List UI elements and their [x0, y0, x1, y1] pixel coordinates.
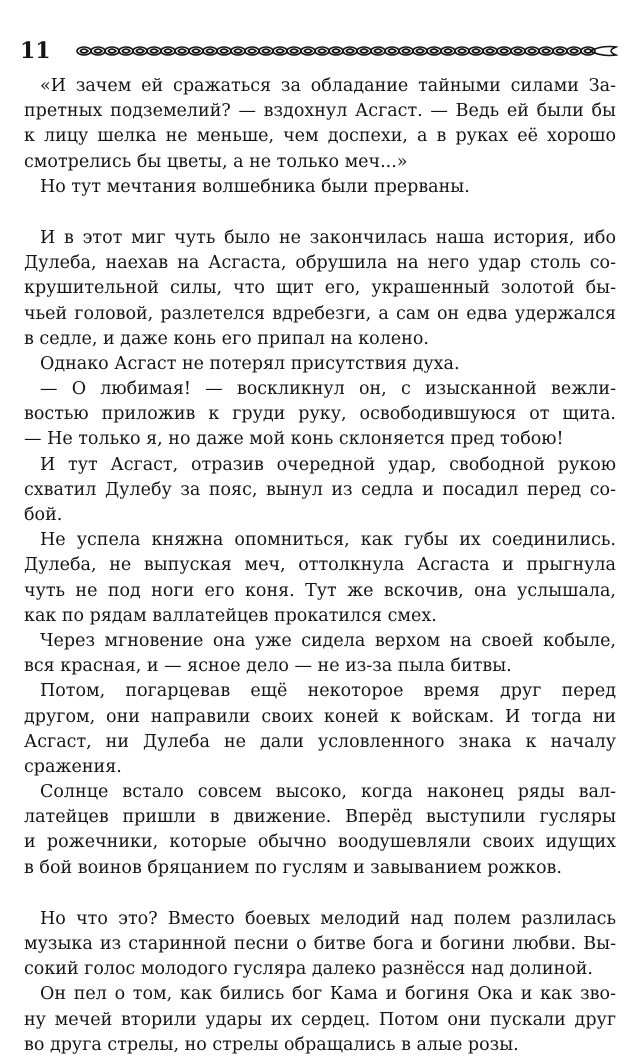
paragraph — [24, 907, 616, 983]
text-line: И в этот миг чуть было не закончилась наша история, ибо — [40, 227, 616, 248]
text-line: музыка из старинной песни о битве бога и богини любви. Вы- — [24, 934, 616, 954]
text-line: Однако Асгаст не потерял присутствия духа. — [40, 353, 460, 374]
section-break — [24, 200, 616, 226]
text-line: бой. — [24, 505, 63, 525]
text-line: во друга стрелы, но стрелы обращались в алые розы. — [24, 1034, 519, 1055]
text-line: И тут Асгаст, отразив очередной удар, свободной рукою — [40, 454, 616, 475]
text-line: и рожечники, которые обычно воодушевляли своих идущих — [24, 832, 616, 853]
paragraph — [24, 175, 616, 200]
body-text — [24, 74, 616, 1058]
text-line: Не успела княжна опомниться, как губы их соединились. — [40, 530, 616, 551]
text-line: сокий голос молодого гусляра далеко разнёсся над долиной. — [24, 959, 593, 980]
text-line: в бой воинов бряцанием по гуслям и завыванием рожков. — [24, 857, 562, 878]
text-line: чьей головой, разлетелся вдребезги, а сам он едва удержался — [24, 303, 616, 324]
text-line: востью приложив к груди руку, освободившуюся от щита. — [24, 404, 616, 425]
text-line: Дулеба, не выпуская меч, оттолкнула Асгаста и прыгнула — [24, 555, 616, 576]
text-line: схватил Дулебу за пояс, вынул из седла и посадил перед со- — [24, 479, 616, 500]
paragraph — [24, 679, 616, 780]
text-line: Дулеба, наехав на Асгаста, обрушила на него удар столь со- — [24, 253, 616, 274]
page-header — [20, 38, 620, 72]
text-line: сражения. — [24, 756, 122, 777]
text-line: в седле, и даже конь его припал на колено. — [24, 328, 429, 349]
paragraph — [24, 453, 616, 529]
paragraph — [24, 352, 616, 377]
text-line: крушительной силы, что щит его, украшенный золотой бы- — [24, 278, 616, 299]
text-line: ну мечей вторили удары их сердец. Потом они пускали друг — [24, 1009, 616, 1030]
text-line: — Не только я, но даже мой конь склоняется пред тобою! — [24, 429, 564, 450]
paragraph — [24, 780, 616, 881]
text-line: смотрелись бы цветы, а не только меч...» — [24, 151, 408, 172]
page-number: 11 — [20, 38, 51, 64]
text-line: претных подземелий? — вздохнул Асгаст. — Ведь ей были бы — [24, 101, 616, 122]
text-line: «И зачем ей сражаться за обладание тайными силами За- — [40, 76, 616, 96]
text-line: латейцев пришли в движение. Вперёд выступили гусляры — [24, 807, 616, 828]
paragraph — [24, 377, 616, 453]
text-line: Асгаст, ни Дулеба не дали условленного знака к началу — [24, 731, 616, 752]
text-line: — О любимая! — воскликнул он, с изысканной вежли- — [40, 379, 616, 400]
text-line: Но что это? Вместо боевых мелодий над полем разлилась — [40, 908, 616, 929]
text-line: к лицу шелка не меньше, чем доспехи, а в руках её хорошо — [24, 126, 616, 147]
paragraph — [24, 982, 616, 1058]
text-line: Он пел о том, как бились бог Кама и богиня Ока и как зво- — [40, 984, 616, 1005]
text-line: Потом, погарцевав ещё некоторое время друг перед — [40, 681, 616, 702]
text-line: Солнце встало совсем высоко, когда наконец ряды вал- — [40, 782, 616, 803]
decorative-rule-icon — [74, 44, 618, 58]
paragraph — [24, 226, 616, 352]
text-line: вся красная, и — ясное дело — не из-за пыла битвы. — [24, 656, 512, 677]
text-line: Через мгновение она уже сидела верхом на своей кобыле, — [40, 630, 616, 651]
paragraph — [24, 74, 616, 175]
text-line: как по рядам валлатейцев прокатился смех. — [24, 605, 437, 626]
paragraph — [24, 629, 616, 679]
section-break — [24, 881, 616, 907]
text-line: чуть не под ноги его коня. Тут же вскочив, она услышала, — [24, 580, 616, 601]
text-line: Но тут мечтания волшебника были прерваны. — [40, 176, 470, 197]
paragraph — [24, 528, 616, 629]
text-line: другом, они направили своих коней к войскам. И тогда ни — [24, 706, 616, 727]
